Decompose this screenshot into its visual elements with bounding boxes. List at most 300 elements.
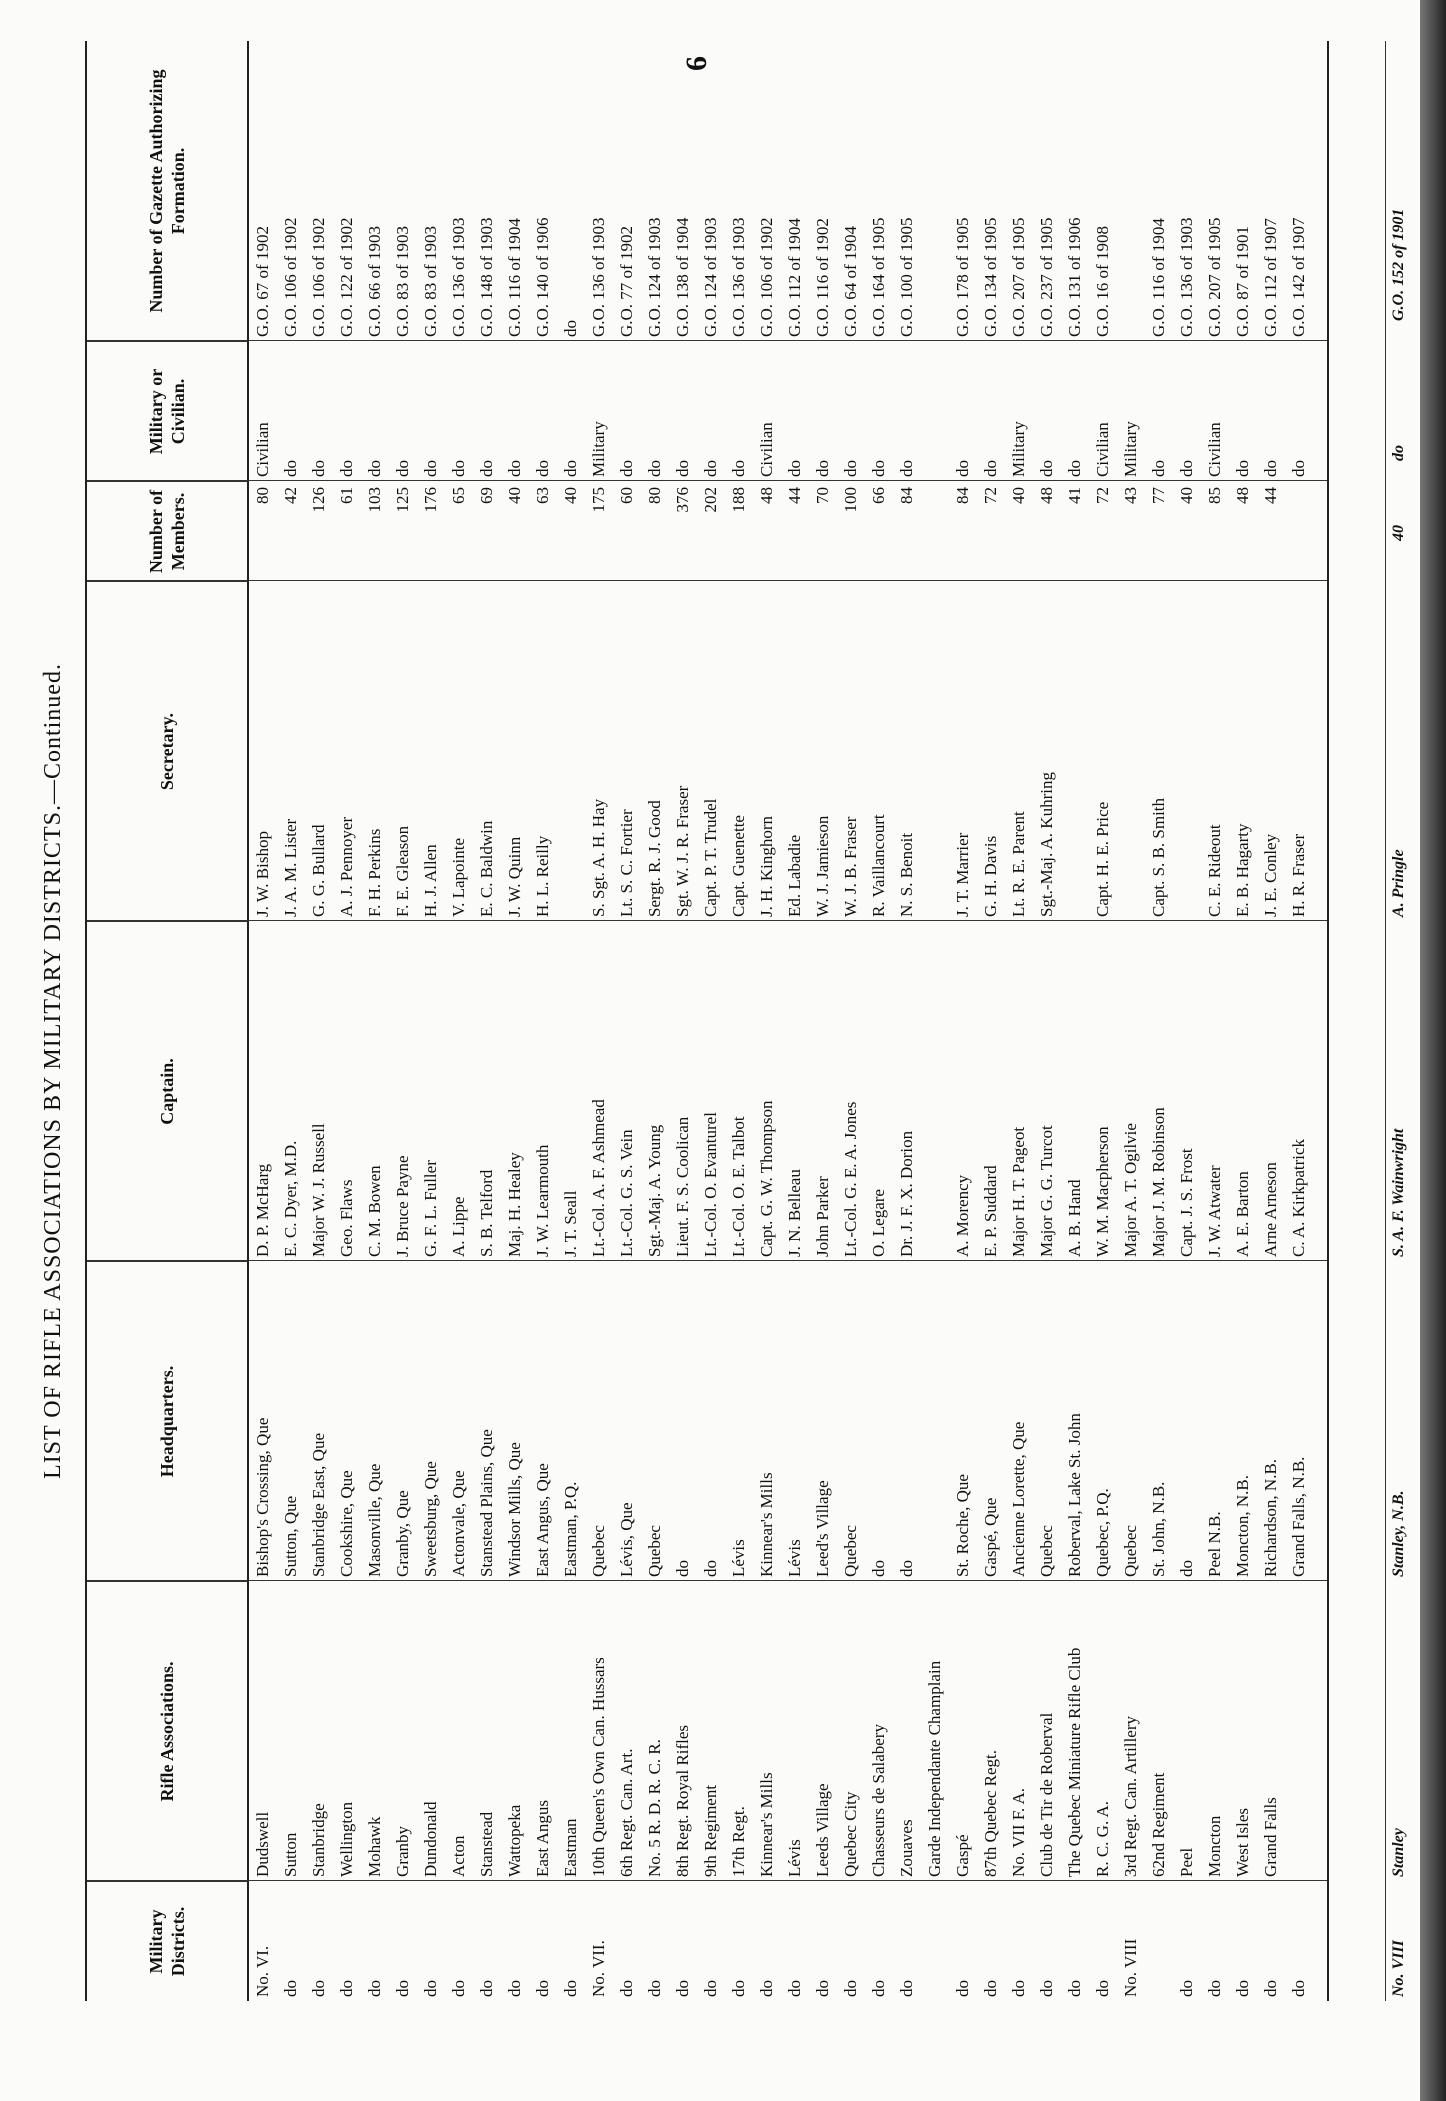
cell-association: No. VII F. A.	[1009, 1787, 1028, 1877]
cell-captain: Lt.-Col. A. F. Ashmead	[589, 1099, 608, 1257]
cell-secretary: Lt. R. E. Parent	[1009, 811, 1028, 917]
cell-secretary: Capt. P. T. Trudel	[701, 798, 720, 917]
cell-secretary: R. Vaillancourt	[869, 814, 888, 917]
cell-military-civilian: do	[869, 460, 888, 477]
cell-military-civilian: Civilian	[1093, 422, 1112, 477]
cell-headquarters: do	[1177, 1560, 1196, 1577]
cell-association: 62nd Regiment	[1149, 1772, 1168, 1877]
cell-headquarters: Lévis	[785, 1539, 804, 1577]
cell-captain: C. A. Kirkpatrick	[1289, 1138, 1308, 1257]
cell-gazette: G.O. 142 of 1907	[1289, 217, 1308, 337]
cell-members: 48	[757, 487, 776, 504]
cell-military-civilian: do	[393, 460, 412, 477]
cell-headquarters: East Angus, Que	[533, 1463, 552, 1577]
cell-headquarters: Leed's Village	[813, 1480, 832, 1577]
table-row	[756, 41, 777, 2001]
header-headquarters: Headquarters.	[87, 1261, 247, 1581]
cell-district: do	[309, 1980, 328, 1997]
rifle-associations-table	[85, 41, 1329, 2001]
table-row	[476, 41, 497, 2001]
cell-headquarters: Quebec	[1121, 1525, 1140, 1577]
cell-military-civilian: do	[1289, 460, 1308, 477]
cell-military-civilian: do	[1037, 460, 1056, 477]
cell-military-civilian: Civilian	[253, 422, 272, 477]
cell-captain: Major J. M. Robinson	[1149, 1107, 1168, 1257]
cell-district: do	[953, 1980, 972, 1997]
cell-members: 84	[953, 487, 972, 504]
cell-secretary: Lt. S. C. Fortier	[617, 809, 636, 917]
cell-headquarters: Bishop's Crossing, Que	[253, 1417, 272, 1577]
cell-members: 66	[869, 487, 888, 504]
table-row	[896, 41, 917, 2001]
cell-district: do	[561, 1980, 580, 1997]
header-members: Number of Members.	[87, 481, 247, 581]
cell-captain: Major H. T. Pageot	[1009, 1126, 1028, 1257]
cell-gazette: G.O. 136 of 1903	[1177, 217, 1196, 337]
cell-headquarters: Actonvale, Que	[449, 1470, 468, 1577]
cell-military-civilian: do	[337, 460, 356, 477]
cell-secretary: V. Lapointe	[449, 837, 468, 917]
cell-headquarters: Masonville, Que	[365, 1463, 384, 1577]
cell-secretary: Capt. S. B. Smith	[1149, 797, 1168, 917]
cell-headquarters: do	[897, 1560, 916, 1577]
cell-association: Granby	[393, 1826, 412, 1877]
cell-district: do	[841, 1980, 860, 1997]
table-row	[728, 41, 749, 2001]
cell-association: Mohawk	[365, 1816, 384, 1877]
cell-members: 77	[1149, 487, 1168, 504]
cell-district: do	[281, 1980, 300, 1997]
cell-association: 8th Regt. Royal Rifles	[673, 1724, 692, 1877]
table-row	[420, 41, 441, 2001]
cell-secretary: J. E. Conley	[1261, 833, 1280, 917]
cell-members: 100	[841, 487, 860, 513]
cell-members: 175	[589, 487, 608, 513]
cell-headquarters: St. Roche, Que	[953, 1474, 972, 1577]
cell-members: 188	[729, 487, 748, 513]
cell-members: 72	[981, 487, 1000, 504]
cell-captain: J. W. Atwater	[1205, 1165, 1224, 1257]
cell-gazette: G.O. 207 of 1905	[1009, 217, 1028, 337]
cell-district: do	[981, 1980, 1000, 1997]
cell-military-civilian: Civilian	[757, 422, 776, 477]
cell-secretary: G. G. Bullard	[309, 824, 328, 917]
table-row	[1036, 41, 1057, 2001]
cell-members: 80	[645, 487, 664, 504]
cell-secretary: C. E. Rideout	[1205, 824, 1224, 917]
cell-district: do	[477, 1980, 496, 1997]
cell-association: Acton	[449, 1835, 468, 1877]
cell-captain: Lt.-Col. G. E. A. Jones	[841, 1101, 860, 1257]
cell-members: 43	[1121, 487, 1140, 504]
cell-members: 376	[673, 487, 692, 513]
cell-military-civilian: do	[981, 460, 1000, 477]
cell-headquarters: Lévis	[729, 1539, 748, 1577]
cell-captain: W. M. Macpherson	[1093, 1126, 1112, 1257]
table-row	[280, 41, 301, 2001]
cell-district: do	[897, 1980, 916, 1997]
cell-secretary: Capt. Guenette	[729, 815, 748, 917]
cell-district: do	[337, 1980, 356, 1997]
cell-association: Grand Falls	[1261, 1797, 1280, 1877]
cell-captain: E. P. Suddard	[981, 1165, 1000, 1257]
cell-gazette: G.O. 16 of 1908	[1093, 226, 1112, 337]
cell-association: Peel	[1177, 1847, 1196, 1877]
cell-captain: Lt.-Col. G. S. Vein	[617, 1129, 636, 1257]
table-row	[504, 41, 525, 2001]
cell-military-civilian: do	[1149, 460, 1168, 477]
cell-secretary	[1120, 581, 1141, 921]
cell-gazette: G.O. 100 of 1905	[897, 217, 916, 337]
table-row	[308, 41, 329, 2001]
cell-military-civilian: Military	[589, 421, 608, 477]
cell-military-civilian: Military	[1121, 421, 1140, 477]
fragment-headquarters: Stanley, N.B.	[1390, 1490, 1407, 1577]
cell-secretary: Sergt. R. J. Good	[645, 800, 664, 917]
table-row	[924, 41, 945, 2001]
cell-members: 103	[365, 487, 384, 513]
cell-secretary: E. C. Baldwin	[477, 820, 496, 917]
cell-headquarters: Cookshire, Que	[337, 1470, 356, 1577]
fragment-captain: S. A. F. Wainwright	[1390, 1128, 1407, 1257]
cell-military-civilian: do	[785, 460, 804, 477]
page-title: LIST OF RIFLE ASSOCIATIONS BY MILITARY DISTRICTS.—Continued.	[40, 663, 66, 1479]
cell-headquarters: Gaspé, Que	[981, 1497, 1000, 1577]
cell-gazette: G.O. 122 of 1902	[337, 217, 356, 337]
cell-headquarters: Quebec, P.Q.	[1093, 1488, 1112, 1577]
cell-secretary: H. J. Allen	[421, 844, 440, 917]
cell-gazette: G.O. 136 of 1903	[589, 217, 608, 337]
cell-gazette: G.O. 77 of 1902	[617, 226, 636, 337]
cell-secretary: Sgt.-Maj. A. Kuhring	[1037, 772, 1056, 917]
cell-district: do	[1289, 1980, 1308, 1997]
cell-gazette: G.O. 116 of 1904	[1149, 218, 1168, 337]
cell-captain: S. B. Telford	[477, 1169, 496, 1257]
cell-secretary: W. J. Jamieson	[813, 815, 832, 917]
cell-captain: Lt.-Col. O. E. Talbot	[729, 1116, 748, 1257]
cell-district: do	[449, 1980, 468, 1997]
cell-members: 40	[505, 487, 524, 504]
cell-association: Lévis	[785, 1839, 804, 1877]
cell-secretary: A. J. Pennoyer	[337, 816, 356, 917]
cell-captain: A. Lippe	[449, 1196, 468, 1257]
cell-captain: A. B. Hand	[1065, 1179, 1084, 1257]
cell-captain: G. F. L. Fuller	[421, 1160, 440, 1257]
cell-district: do	[813, 1980, 832, 1997]
cell-gazette: G.O. 83 of 1903	[421, 226, 440, 337]
cell-members: 41	[1065, 487, 1084, 504]
cell-gazette: G.O. 136 of 1903	[449, 217, 468, 337]
cell-members: 80	[253, 487, 272, 504]
cell-association: Stanstead	[477, 1811, 496, 1877]
table-row	[952, 41, 973, 2001]
cell-headquarters: Quebec	[645, 1525, 664, 1577]
cell-district: do	[1205, 1980, 1224, 1997]
cell-association: The Quebec Miniature Rifle Club	[1065, 1647, 1084, 1877]
cell-headquarters: Stanbridge East, Que	[309, 1433, 328, 1577]
cell-headquarters: Kinnear's Mills	[757, 1472, 776, 1577]
cell-secretary: G. H. Davis	[981, 835, 1000, 917]
cell-members: 202	[701, 487, 720, 513]
cell-military-civilian: do	[897, 460, 916, 477]
header-military-civilian: Military or Civilian.	[87, 341, 247, 481]
cell-secretary	[924, 581, 945, 921]
fragment-district: No. VIII	[1390, 1940, 1407, 1997]
cell-secretary: N. S. Benoit	[897, 832, 916, 917]
cell-gazette: G.O. 138 of 1904	[673, 217, 692, 337]
table-row	[532, 41, 553, 2001]
cell-members	[1288, 481, 1309, 581]
cell-association: East Angus	[533, 1800, 552, 1877]
cell-headquarters: Eastman, P.Q.	[561, 1481, 580, 1577]
cell-gazette: G.O. 124 of 1903	[645, 217, 664, 337]
cell-gazette: G.O. 87 of 1901	[1233, 226, 1252, 337]
cell-association: Quebec City	[841, 1791, 860, 1877]
fragment-association: Stanley	[1390, 1828, 1407, 1877]
table-row	[336, 41, 357, 2001]
cell-military-civilian: do	[505, 460, 524, 477]
cell-members: 85	[1205, 487, 1224, 504]
cell-military-civilian	[924, 341, 945, 481]
cell-captain: Maj. H. Healey	[505, 1152, 524, 1257]
cell-secretary	[1064, 581, 1085, 921]
cell-gazette: G.O. 116 of 1902	[813, 218, 832, 337]
cell-captain: A. E. Barton	[1233, 1171, 1252, 1257]
cell-members: 61	[337, 487, 356, 504]
cell-district: No. VIII	[1121, 1938, 1140, 1997]
table-row	[1232, 41, 1253, 2001]
cell-military-civilian: Civilian	[1205, 422, 1224, 477]
table-row	[812, 41, 833, 2001]
cell-members: 176	[421, 487, 440, 513]
cell-association: 6th Regt. Can. Art.	[617, 1748, 636, 1877]
cell-secretary	[560, 581, 581, 921]
cell-association: Stanbridge	[309, 1803, 328, 1877]
cell-association: R. C. G. A.	[1093, 1800, 1112, 1877]
cell-military-civilian: Military	[1009, 421, 1028, 477]
cell-military-civilian: do	[617, 460, 636, 477]
cell-captain: J. W. Learmouth	[533, 1144, 552, 1257]
fragment-members: 40	[1390, 525, 1407, 541]
page-binding-edge	[1420, 0, 1446, 2101]
table-row	[560, 41, 581, 2001]
table-row	[364, 41, 385, 2001]
header-secretary: Secretary.	[87, 581, 247, 921]
cell-captain: Major W. J. Russell	[309, 1123, 328, 1257]
table-row	[840, 41, 861, 2001]
cell-district: do	[365, 1980, 384, 1997]
table-row	[868, 41, 889, 2001]
table-row	[448, 41, 469, 2001]
page-number: 6	[680, 56, 713, 71]
table-row	[1092, 41, 1113, 2001]
cell-district: do	[1261, 1980, 1280, 1997]
table-row	[392, 41, 413, 2001]
cell-captain: O. Legare	[869, 1189, 888, 1257]
cell-gazette: G.O. 83 of 1903	[393, 226, 412, 337]
cell-district: do	[701, 1980, 720, 1997]
cell-association: Garde Independante Champlain	[925, 1660, 944, 1877]
cell-headquarters: Roberval, Lake St. John	[1065, 1413, 1084, 1577]
table-row	[1176, 41, 1197, 2001]
cell-district: do	[1065, 1980, 1084, 1997]
cell-association: Leeds Village	[813, 1783, 832, 1877]
cell-gazette: G.O. 178 of 1905	[953, 217, 972, 337]
header-district: Military Districts.	[87, 1881, 247, 2001]
cell-military-civilian: do	[1065, 460, 1084, 477]
cell-association: Eastman	[561, 1818, 580, 1877]
cell-military-civilian: do	[701, 460, 720, 477]
cell-gazette: G.O. 124 of 1903	[701, 217, 720, 337]
cell-headquarters: Richardson, N.B.	[1261, 1458, 1280, 1577]
cell-gazette: G.O. 106 of 1902	[281, 217, 300, 337]
cell-association: Dudswell	[253, 1811, 272, 1877]
cell-association: 10th Queen's Own Can. Hussars	[589, 1657, 608, 1877]
table-row	[252, 41, 273, 2001]
cell-military-civilian: do	[533, 460, 552, 477]
cell-district: do	[1233, 1980, 1252, 1997]
cell-district: do	[785, 1980, 804, 1997]
cell-district: No. VI.	[253, 1945, 272, 1997]
cell-secretary: J. A. M. Lister	[281, 818, 300, 917]
cell-headquarters: Stanstead Plains, Que	[477, 1429, 496, 1577]
cell-district: do	[1037, 1980, 1056, 1997]
table-row	[1064, 41, 1085, 2001]
table-row	[784, 41, 805, 2001]
cell-headquarters: Lévis, Que	[617, 1502, 636, 1577]
cell-association: Club de Tir de Roberval	[1037, 1712, 1056, 1877]
cell-secretary: Capt. H. E. Price	[1093, 801, 1112, 917]
cell-district: do	[757, 1980, 776, 1997]
cell-headquarters: do	[701, 1560, 720, 1577]
cell-military-civilian: do	[673, 460, 692, 477]
cell-members: 60	[617, 487, 636, 504]
cell-association: West Isles	[1233, 1808, 1252, 1877]
cell-district: do	[393, 1980, 412, 1997]
header-association: Rifle Associations.	[87, 1581, 247, 1881]
cell-secretary: J. H. Kinghorn	[757, 815, 776, 917]
table-row	[1120, 41, 1141, 2001]
cell-captain: Capt. G. W. Thompson	[757, 1100, 776, 1257]
cell-captain: E. C. Dyer, M.D.	[281, 1140, 300, 1257]
cell-association: Zouaves	[897, 1819, 916, 1877]
table-row	[644, 41, 665, 2001]
header-captain: Captain.	[87, 921, 247, 1261]
cell-members: 40	[561, 487, 580, 504]
cell-military-civilian: do	[477, 460, 496, 477]
cell-headquarters: Sutton, Que	[281, 1495, 300, 1577]
cell-association: 87th Quebec Regt.	[981, 1750, 1000, 1877]
cell-district: do	[617, 1980, 636, 1997]
cell-secretary: Sgt. W. J. R. Fraser	[673, 785, 692, 917]
cell-headquarters: Moncton, N.B.	[1233, 1475, 1252, 1577]
cell-gazette: G.O. 112 of 1904	[785, 218, 804, 337]
cell-captain: Lieut. F. S. Coolican	[673, 1116, 692, 1257]
cell-secretary: Ed. Labadie	[785, 834, 804, 917]
cell-captain: Capt. J. S. Frost	[1177, 1148, 1196, 1257]
cell-gazette: G.O. 64 of 1904	[841, 226, 860, 337]
cell-captain: Arne Arneson	[1261, 1162, 1280, 1257]
cell-military-civilian: do	[421, 460, 440, 477]
cell-members: 48	[1233, 487, 1252, 504]
cell-headquarters: do	[673, 1560, 692, 1577]
cell-gazette: G.O. 67 of 1902	[253, 226, 272, 337]
cell-captain	[924, 921, 945, 1261]
cell-secretary: F. H. Perkins	[365, 828, 384, 917]
cell-district: do	[1093, 1980, 1112, 1997]
table-row	[700, 41, 721, 2001]
table-row	[1204, 41, 1225, 2001]
cell-association: No. 5 R. D. R. C. R.	[645, 1739, 664, 1877]
cell-gazette: do	[561, 320, 580, 337]
cell-district: do	[645, 1980, 664, 1997]
cell-gazette: G.O. 116 of 1904	[505, 218, 524, 337]
cell-association: Moncton	[1205, 1815, 1224, 1877]
fragment-secretary: A. Pringle	[1390, 849, 1407, 917]
cell-headquarters: St. John, N.B.	[1149, 1481, 1168, 1577]
cell-military-civilian: do	[1233, 460, 1252, 477]
cell-gazette: G.O. 106 of 1902	[757, 217, 776, 337]
cell-captain: J. N. Belleau	[785, 1169, 804, 1257]
cell-military-civilian: do	[953, 460, 972, 477]
fragment-mil-civ: do	[1390, 445, 1407, 461]
cell-military-civilian: do	[813, 460, 832, 477]
cell-gazette: G.O. 136 of 1903	[729, 217, 748, 337]
table-row	[980, 41, 1001, 2001]
cell-captain: Geo. Flaws	[337, 1179, 356, 1257]
cell-district: do	[1177, 1980, 1196, 1997]
cell-members	[924, 481, 945, 581]
cell-members: 84	[897, 487, 916, 504]
cell-members: 44	[785, 487, 804, 504]
cell-captain: A. Morency	[953, 1174, 972, 1257]
cell-headquarters: Grand Falls, N.B.	[1289, 1456, 1308, 1577]
cell-secretary: J. W. Bishop	[253, 831, 272, 917]
cell-secretary: J. W. Quinn	[505, 836, 524, 917]
cell-association: 3rd Regt. Can. Artillery	[1121, 1715, 1140, 1877]
cell-captain: J. T. Seall	[561, 1190, 580, 1257]
cell-gazette: G.O. 148 of 1903	[477, 217, 496, 337]
cell-gazette: G.O. 131 of 1906	[1065, 217, 1084, 337]
cell-members: 40	[1009, 487, 1028, 504]
cell-captain: Lt.-Col. O. Evanturel	[701, 1112, 720, 1257]
cell-military-civilian: do	[645, 460, 664, 477]
cell-members: 42	[281, 487, 300, 504]
cell-secretary: S. Sgt. A. H. Hay	[589, 798, 608, 917]
cell-military-civilian: do	[449, 460, 468, 477]
cell-district	[924, 1881, 945, 2001]
cell-district: do	[421, 1980, 440, 1997]
cell-members: 65	[449, 487, 468, 504]
table-row	[588, 41, 609, 2001]
cell-secretary: H. R. Fraser	[1289, 833, 1308, 917]
cell-members: 126	[309, 487, 328, 513]
cell-gazette: G.O. 164 of 1905	[869, 217, 888, 337]
cell-members: 72	[1093, 487, 1112, 504]
cell-military-civilian: do	[365, 460, 384, 477]
cell-secretary: J. T. Marrier	[953, 832, 972, 917]
table-header	[87, 41, 249, 2001]
cell-association: 17th Regt.	[729, 1806, 748, 1877]
cell-captain: C. M. Bowen	[365, 1165, 384, 1257]
cell-district	[1148, 1881, 1169, 2001]
cell-headquarters: Ancienne Lorette, Que	[1009, 1421, 1028, 1577]
table-row	[1148, 41, 1169, 2001]
cell-military-civilian: do	[561, 460, 580, 477]
table-row	[1288, 41, 1309, 2001]
cell-district: do	[673, 1980, 692, 1997]
cell-members: 125	[393, 487, 412, 513]
